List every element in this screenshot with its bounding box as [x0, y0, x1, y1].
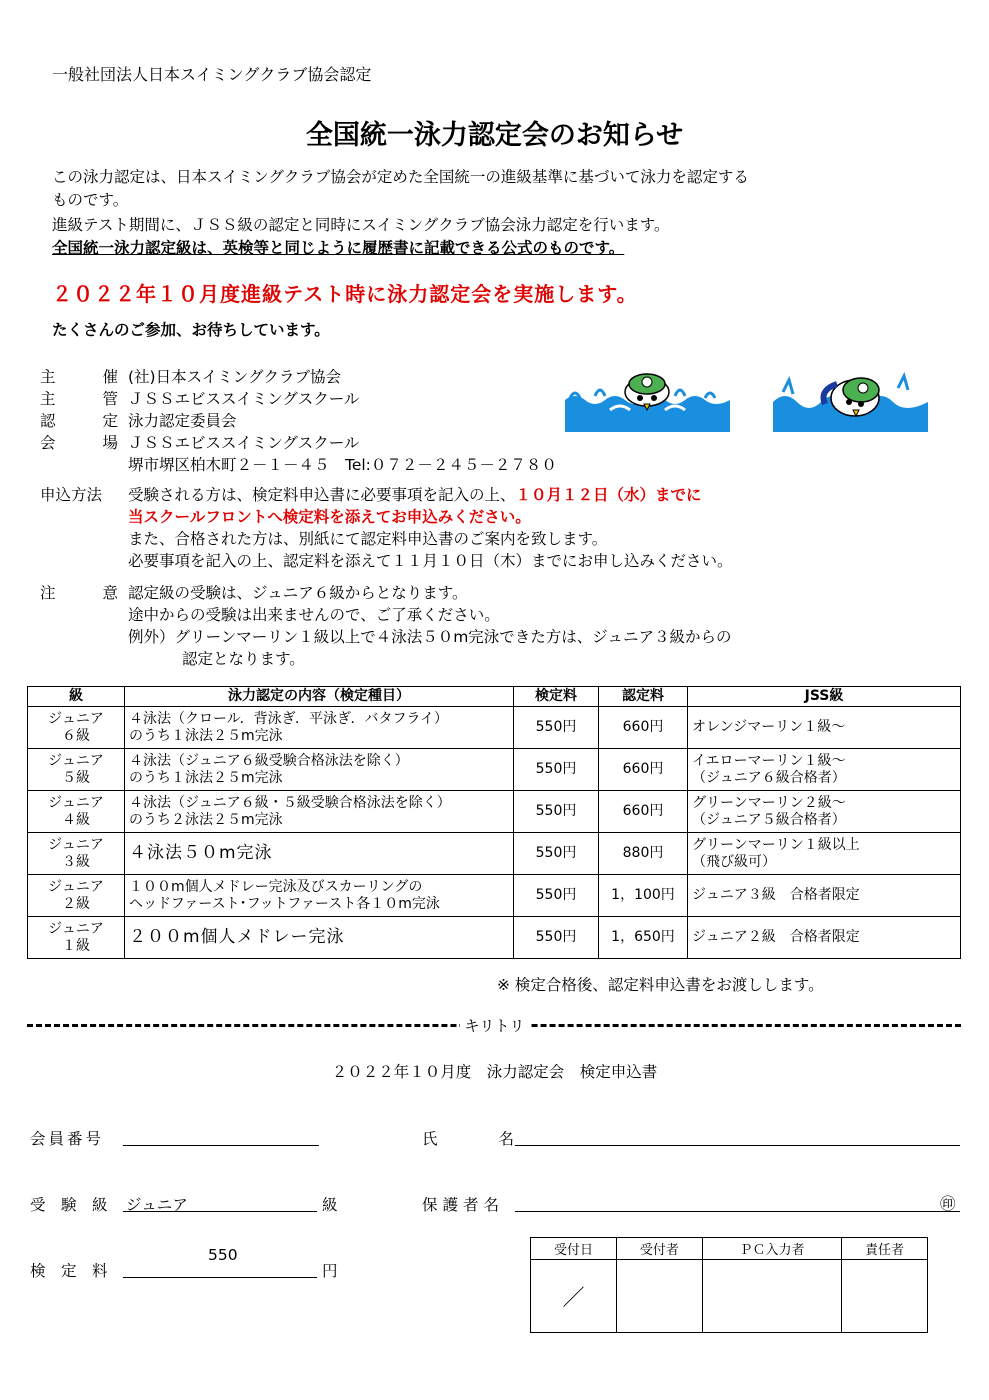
col-header-exam-fee: 検定料: [514, 687, 599, 707]
table-row: [28, 875, 961, 917]
office-cell[interactable]: [842, 1260, 928, 1333]
grade-cell: ジュニア ３級: [28, 833, 125, 875]
jss-cell: ジュニア３級 合格者限定: [688, 875, 961, 917]
name-label: 氏 名: [422, 1130, 514, 1148]
sponsor-label: 主 催: [40, 368, 118, 386]
office-header: ＰＣ入力者: [702, 1238, 841, 1260]
form-title: ２０２２年１０月度 泳力認定会 検定申込書: [331, 1063, 658, 1081]
cert-fee-cell: 660円: [599, 707, 688, 749]
grade-field[interactable]: [123, 1211, 317, 1212]
jss-cell: イエローマーリン１級～ （ジュニア６級合格者）: [688, 749, 961, 791]
col-header-jss: JSS級: [688, 687, 961, 707]
apply-line: 必要事項を記入の上、認定料を添えて１１月１０日（木）までにお申し込みください。: [128, 552, 733, 570]
table-footnote: ※ 検定合格後、認定料申込書をお渡しします。: [497, 976, 824, 994]
guardian-label: 保護者名: [422, 1196, 505, 1214]
grade-label: 受 験 級: [30, 1196, 108, 1214]
grade-cell: ジュニア ４級: [28, 791, 125, 833]
office-header: 受付者: [616, 1238, 702, 1260]
fee-field[interactable]: [123, 1277, 317, 1278]
page-title: 全国統一泳力認定会のお知らせ: [305, 120, 684, 151]
grade-cell: ジュニア ６級: [28, 707, 125, 749]
cert-fee-cell: 660円: [599, 749, 688, 791]
cert-fee-cell: 1，100円: [599, 875, 688, 917]
organizer-label: 主 管: [40, 390, 118, 408]
member-no-field[interactable]: [123, 1145, 319, 1146]
fee-value: 550: [208, 1246, 238, 1264]
notes-line: 途中からの受験は出来ませんので、ご了承ください。: [128, 606, 500, 624]
grade-suffix: 級: [322, 1196, 338, 1214]
exam-fee-cell: 550円: [514, 917, 599, 959]
cut-label: キリトリ: [0, 1015, 989, 1036]
intro-line: この泳力認定は、日本スイミングクラブ協会が定めた全国統一の進級基準に基づいて泳力を認定する: [52, 168, 749, 186]
office-cell[interactable]: [616, 1260, 702, 1333]
member-no-label: 会員番号: [30, 1130, 105, 1148]
table-header-row: [28, 687, 961, 707]
fee-label: 検 定 料: [30, 1262, 108, 1280]
exam-fee-cell: 550円: [514, 833, 599, 875]
content-cell: ４泳法（ジュニア６級受験合格泳法を除く） のうち１泳法２５m完泳: [125, 749, 514, 791]
apply-deadline-red: 当スクールフロントへ検定料を添えてお申込みください。: [128, 508, 531, 526]
content-cell: ４泳法（クロール．背泳ぎ．平泳ぎ．バタフライ） のうち１泳法２５m完泳: [125, 707, 514, 749]
exam-fee-cell: 550円: [514, 707, 599, 749]
table-row: [28, 749, 961, 791]
grade-cell: ジュニア ５級: [28, 749, 125, 791]
guardian-field[interactable]: [515, 1211, 960, 1212]
name-field[interactable]: [515, 1145, 960, 1146]
notes-line: 認定となります。: [182, 650, 305, 668]
grade-value: ジュニア: [126, 1196, 188, 1214]
col-header-cert-fee: 認定料: [599, 687, 688, 707]
certify-label: 認 定: [40, 412, 118, 430]
table-row: [28, 917, 961, 959]
table-row: [28, 707, 961, 749]
office-use-table: [530, 1237, 928, 1333]
office-cell[interactable]: [702, 1260, 841, 1333]
jss-cell: グリーンマーリン２級～ （ジュニア５級合格者）: [688, 791, 961, 833]
notes-line: 認定級の受験は、ジュニア６級からとなります。: [128, 584, 468, 602]
venue-value: ＪＳＳエビススイミングスクール: [128, 434, 360, 452]
organization-name: 一般社団法人日本スイミングクラブ協会認定: [52, 65, 372, 84]
col-header-content: 泳力認定の内容（検定種目）: [125, 687, 514, 707]
apply-line: また、合格された方は、別紙にて認定料申込書のご案内を致します。: [128, 530, 608, 548]
sponsor-value: (社)日本スイミングクラブ協会: [128, 368, 341, 386]
intro-line: 進級テスト期間に、ＪＳＳ級の認定と同時にスイミングクラブ協会泳力認定を行います。: [52, 216, 670, 234]
office-header: 受付日: [531, 1238, 617, 1260]
content-cell: １００m個人メドレー完泳及びスカーリングの ヘッドファースト･フットファースト各１０m完泳: [125, 875, 514, 917]
intro-underlined: 全国統一泳力認定級は、英検等と同じように履歴書に記載できる公式のものです。: [52, 239, 625, 257]
intro-line: ものです。: [52, 191, 129, 209]
announcement: ２０２２年１０月度進級テスト時に泳力認定会を実施します。: [52, 282, 638, 306]
table-row: [28, 833, 961, 875]
apply-label: 申込方法: [40, 486, 103, 504]
swimming-mascot-illustration: [565, 370, 730, 432]
cert-fee-cell: 1，650円: [599, 917, 688, 959]
swimming-mascot-illustration: [773, 370, 928, 432]
organizer-value: ＪＳＳエビススイミングスクール: [128, 390, 360, 408]
seal-icon: ㊞: [940, 1195, 956, 1213]
jss-cell: ジュニア２級 合格者限定: [688, 917, 961, 959]
grade-cell: ジュニア １級: [28, 917, 125, 959]
cert-fee-cell: 660円: [599, 791, 688, 833]
venue-address: 堺市堺区柏木町２－１－４５ Tel:０７２－２４５－２７８０: [128, 456, 557, 474]
notes-line: 例外）グリーンマーリン１級以上で４泳法５０m完泳できた方は、ジュニア３級からの: [128, 628, 732, 646]
certify-value: 泳力認定委員会: [128, 412, 237, 430]
content-cell: ４泳法（ジュニア６級・５級受験合格泳法を除く） のうち２泳法２５m完泳: [125, 791, 514, 833]
invite-text: たくさんのご参加、お待ちしています。: [52, 321, 330, 339]
jss-cell: オレンジマーリン１級～: [688, 707, 961, 749]
grades-table: [27, 686, 961, 959]
col-header-grade: 級: [28, 687, 125, 707]
exam-fee-cell: 550円: [514, 791, 599, 833]
grade-cell: ジュニア ２級: [28, 875, 125, 917]
notes-label: 注 意: [40, 584, 118, 602]
exam-fee-cell: 550円: [514, 749, 599, 791]
jss-cell: グリーンマーリン１級以上 （飛び級可）: [688, 833, 961, 875]
venue-label: 会 場: [40, 434, 118, 452]
content-cell: ２００m個人メドレー完泳: [125, 917, 514, 959]
table-row: [28, 791, 961, 833]
office-date-cell[interactable]: ／: [531, 1260, 617, 1333]
fee-suffix: 円: [322, 1262, 338, 1280]
apply-line: 受験される方は、検定料申込書に必要事項を記入の上、１０月１２日（水）までに: [128, 486, 702, 504]
content-cell: ４泳法５０m完泳: [125, 833, 514, 875]
office-header: 責任者: [842, 1238, 928, 1260]
cert-fee-cell: 880円: [599, 833, 688, 875]
exam-fee-cell: 550円: [514, 875, 599, 917]
